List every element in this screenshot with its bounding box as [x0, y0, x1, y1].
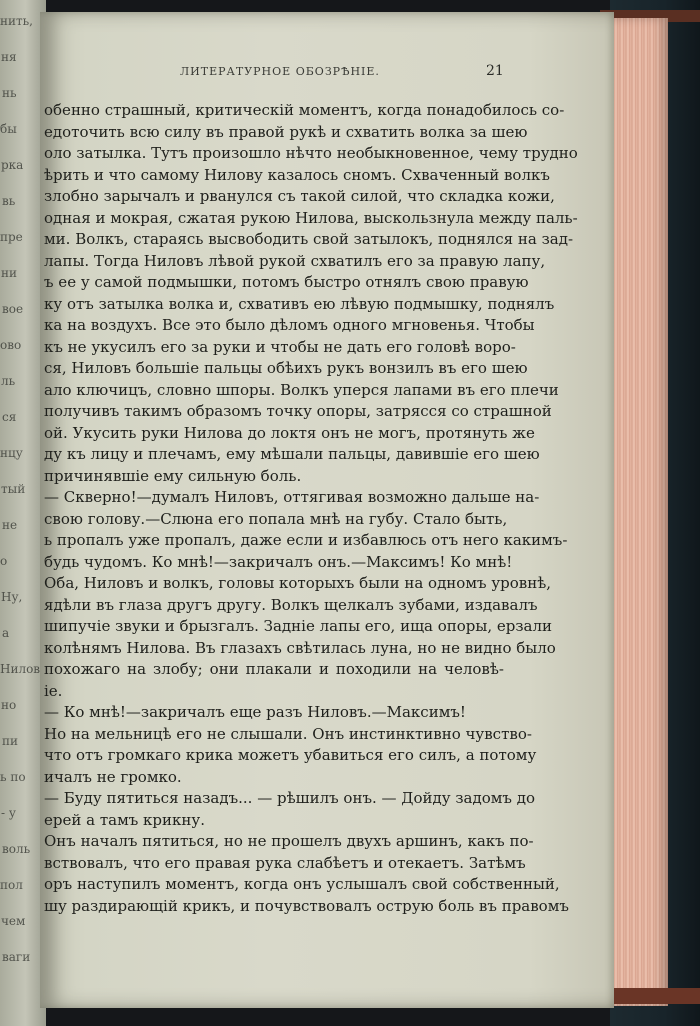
body-text	[44, 100, 578, 917]
text-line: ой. Укусить руки Нилова до локтя онъ не могъ, протянуть же	[44, 423, 535, 442]
text-line: ie.	[44, 681, 63, 700]
text-line: получивъ такимъ образомъ точку опоры, затрясся со страшной	[44, 402, 552, 420]
left-page-fragment: Нилов	[0, 662, 41, 676]
left-page-fragment: но	[1, 698, 17, 712]
text-line: колѣнямъ Нилова. Въ глазахъ свѣтилась луна, но не видно было	[44, 638, 556, 657]
text-line: ь пропалъ уже пропалъ, даже если и избавлюсь отъ него какимъ-	[44, 531, 568, 549]
text-line: обенно страшный, критическій моментъ, когда понадобилось со-	[44, 101, 565, 119]
text-line: ѣрить и что самому Нилову казалось сномъ. Схваченный волкъ	[44, 165, 550, 184]
left-page-fragment: ни	[1, 266, 17, 280]
text-line: шипучіе звуки и брызгалъ. Задніе лапы его, ища опоры, ерзали	[44, 617, 553, 635]
left-page-fragment: нь	[2, 86, 17, 100]
text-line: Но на мельницѣ его не слышали. Онъ инстинктивно чувство-	[44, 724, 532, 743]
left-page-fragment: вое	[2, 302, 24, 316]
text-line: ду къ лицу и плечамъ, ему мѣшали пальцы, давившіе его шею	[44, 445, 540, 463]
left-page-fragment: о	[0, 554, 8, 568]
text-line: оло затылка. Тутъ произошло нѣчто необыкновенное, чему трудно	[44, 144, 578, 162]
left-page-fragment: бы	[0, 122, 17, 136]
text-line: — Ко мнѣ!—закричалъ еще разъ Ниловъ.—Максимъ!	[44, 703, 466, 721]
left-page-fragment: ваги	[2, 950, 31, 964]
left-page-fragment: Ну,	[1, 590, 23, 604]
left-page-fragment: ово	[0, 338, 22, 352]
left-page-fragment: рка	[1, 158, 24, 172]
left-page-fragment: не	[2, 518, 18, 532]
text-line: ерей а тамъ крикну.	[44, 810, 205, 829]
text-line: — Скверно!—думалъ Ниловъ, оттягивая возможно дальше на-	[44, 488, 540, 506]
text-line: будь чудомъ. Ко мнѣ!—закричалъ онъ.—Максимъ! Ко мнѣ!	[44, 552, 513, 571]
text-line: ку отъ затылка волка и, схвативъ ею лѣвую подмышку, поднялъ	[44, 294, 555, 313]
text-line: ми. Волкъ, стараясь высвободить свой затылокъ, поднялся на зад-	[44, 230, 574, 248]
text-line: свою голову.—Слюна его попала мнѣ на губу. Стало быть,	[44, 509, 508, 528]
text-line: злобно зарычалъ и рванулся съ такой силой, что складка кожи,	[44, 187, 555, 205]
text-line: одная и мокрая, сжатая рукою Нилова, выскользнула между паль-	[44, 208, 578, 227]
left-page-fragment: тый	[1, 482, 26, 496]
text-line: лапы. Тогда Ниловъ лѣвой рукой схватилъ его за правую лапу,	[44, 251, 546, 270]
text-line: едоточить всю силу въ правой рукѣ и схватить волка за шею	[44, 122, 528, 141]
left-page-fragment: - у	[1, 806, 16, 820]
text-line: ало ключицъ, словно шпоры. Волкъ уперся лапами въ его плечи	[44, 380, 559, 399]
text-line: Онъ началъ пятиться, но не прошелъ двухъ аршинъ, какъ по-	[44, 832, 534, 850]
text-line: — Буду пятиться назадъ... — рѣшилъ онъ. — Дойду задомъ до	[44, 789, 535, 807]
left-page-fragment: ся	[2, 410, 17, 424]
text-line: ядѣли въ глаза другъ другу. Волкъ щелкалъ зубами, издавалъ	[44, 595, 538, 614]
text-line: ся, Ниловъ большіе пальцы обѣихъ рукъ вонзилъ въ его шею	[44, 359, 528, 377]
book-page	[40, 12, 614, 1008]
left-page-fragment: чем	[1, 914, 26, 928]
left-page-fragment: а	[2, 626, 10, 640]
text-line: вствовалъ, что его правая рука слабѣетъ и отекаетъ. Затѣмъ	[44, 853, 526, 872]
left-page-fragment: пре	[0, 230, 23, 244]
page-edges	[612, 18, 668, 1006]
page-header	[40, 65, 614, 85]
cover-edge-bottom	[600, 988, 700, 1004]
left-page-fragment: пи	[2, 734, 18, 748]
text-line: ка на воздухъ. Все это было дѣломъ одного мгновенья. Чтобы	[44, 316, 535, 334]
left-page-fragment: нить,	[0, 14, 33, 28]
left-page-fragment: нцу	[0, 446, 23, 460]
left-page-fragment: пол	[0, 878, 23, 892]
text-line: ъ ее у самой подмышки, потомъ быстро отнялъ свою правую	[44, 273, 529, 291]
text-line: похожаго на злобу; они плакали и походили на человѣ-	[44, 660, 504, 678]
text-line: что отъ громкаго крика можетъ убавиться его силъ, а потому	[44, 746, 537, 764]
running-head: ЛИТЕРАТУРНОЕ ОБОЗРѢНІЕ.	[180, 65, 380, 78]
left-page-fragment: ь по	[0, 770, 26, 784]
text-line: Оба, Ниловъ и волкъ, головы которыхъ были на одномъ уровнѣ,	[44, 574, 552, 592]
left-page-fragment: вь	[2, 194, 16, 208]
text-line: ичалъ не громко.	[44, 767, 182, 786]
left-page-fragment: ня	[1, 50, 17, 64]
text-line: причинявшіе ему сильную боль.	[44, 466, 302, 485]
text-line: къ не укусилъ его за руки и чтобы не дать его головѣ воро-	[44, 337, 516, 356]
left-page-fragment: воль	[2, 842, 31, 856]
left-page-fragment: ль	[1, 374, 16, 388]
text-line: оръ наступилъ моментъ, когда онъ услышалъ свой собственный,	[44, 875, 560, 893]
page-number: 21	[486, 63, 504, 79]
text-line: шу раздирающій крикъ, и почувствовалъ острую боль въ правомъ	[44, 896, 569, 915]
